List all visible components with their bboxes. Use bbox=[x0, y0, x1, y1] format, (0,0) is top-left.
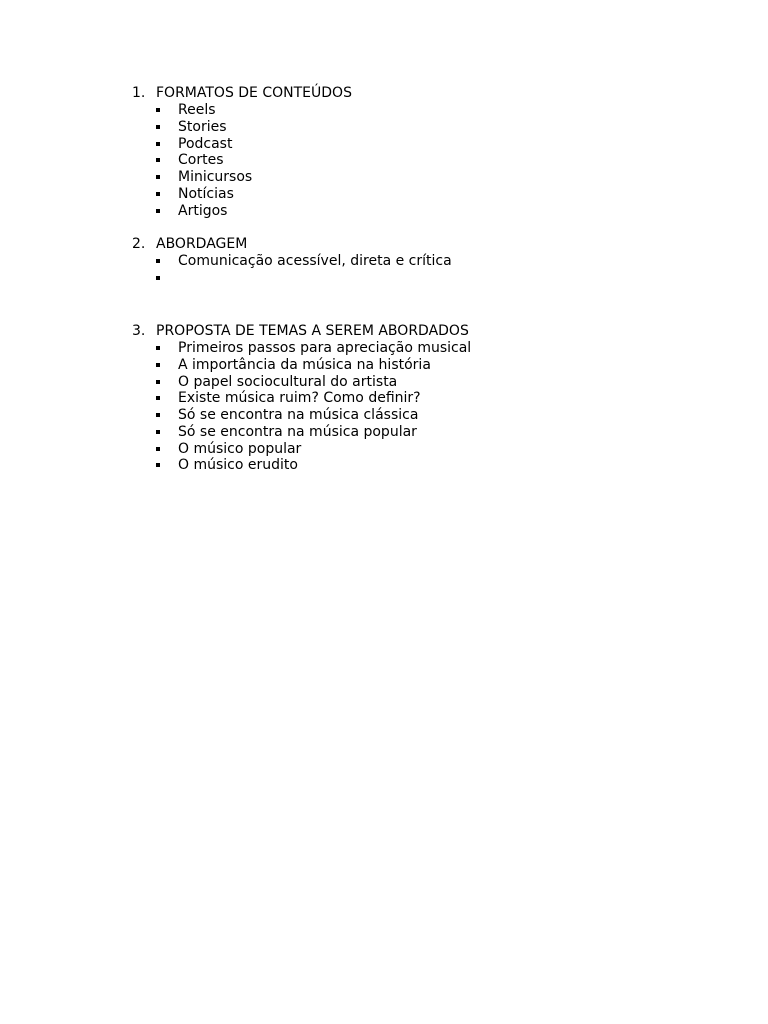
list-item-text: Cortes bbox=[178, 152, 224, 169]
bullet-marker bbox=[156, 192, 160, 196]
list-item-text: Stories bbox=[178, 118, 227, 135]
bullet-marker bbox=[156, 363, 160, 367]
list-item-text: Reels bbox=[178, 102, 216, 118]
bullet-marker bbox=[156, 142, 160, 146]
list-item-text: Notícias bbox=[178, 185, 234, 202]
section-number: 1. bbox=[132, 85, 146, 101]
list-item-text: Só se encontra na música popular bbox=[178, 423, 417, 440]
section-title: PROPOSTA DE TEMAS A SEREM ABORDADOS bbox=[156, 323, 469, 339]
bullet-marker bbox=[156, 447, 160, 451]
list-item-text: Só se encontra na música clássica bbox=[178, 407, 419, 423]
bullet-marker bbox=[156, 259, 160, 263]
bullet-marker bbox=[156, 380, 160, 384]
list-item-text: Existe música ruim? Como definir? bbox=[178, 390, 421, 407]
list-item-text: Comunicação acessível, direta e crítica bbox=[178, 253, 452, 269]
bullet-marker bbox=[156, 430, 160, 434]
list-item-text: Minicursos bbox=[178, 169, 253, 185]
bullet-marker bbox=[156, 346, 160, 350]
list-item-text: O papel sociocultural do artista bbox=[178, 373, 398, 390]
section-title: ABORDAGEM bbox=[156, 236, 248, 252]
list-item-text: O músico popular bbox=[178, 440, 302, 457]
list-item-text: Artigos bbox=[178, 202, 228, 219]
list-item-text: O músico erudito bbox=[178, 457, 298, 474]
bullet-marker bbox=[156, 396, 160, 400]
bullet-marker bbox=[156, 413, 160, 417]
section-title: FORMATOS DE CONTEÚDOS bbox=[156, 85, 352, 101]
list-item-text: Podcast bbox=[178, 135, 233, 152]
bullet-marker bbox=[156, 125, 160, 129]
section-number: 3. bbox=[132, 323, 146, 339]
bullet-marker bbox=[156, 463, 160, 467]
bullet-marker bbox=[156, 158, 160, 162]
bullet-marker bbox=[156, 209, 160, 213]
list-item-text: Primeiros passos para apreciação musical bbox=[178, 340, 472, 356]
bullet-marker bbox=[156, 175, 160, 179]
bullet-marker bbox=[156, 108, 160, 112]
bullet-marker bbox=[156, 276, 160, 280]
list-item-text: A importância da música na história bbox=[178, 356, 431, 373]
section-number: 2. bbox=[132, 236, 146, 252]
